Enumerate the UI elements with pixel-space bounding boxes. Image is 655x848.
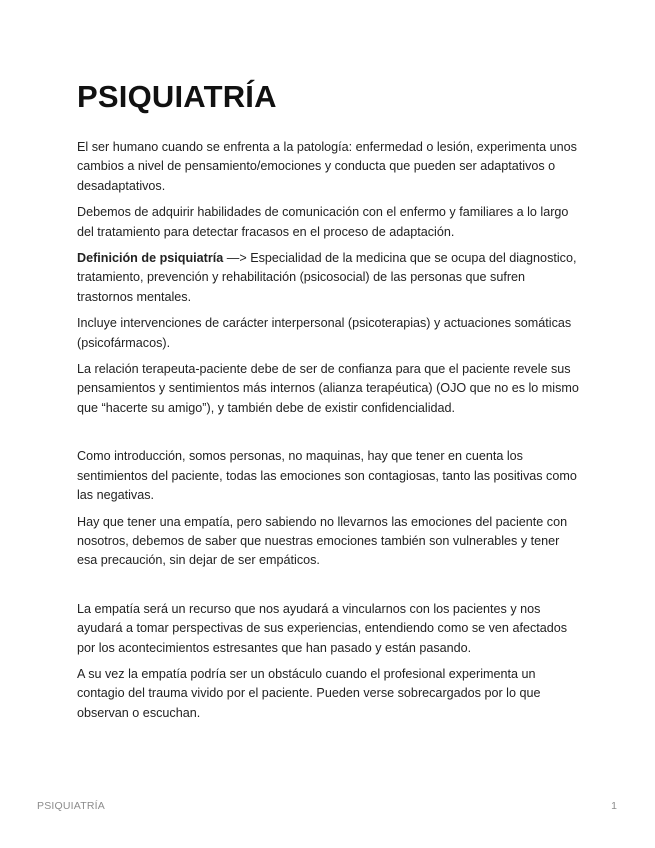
definition-term: Definición de psiquiatría — [77, 251, 224, 266]
section-spacer — [77, 425, 581, 447]
paragraph-empathy-resource: La empatía será un recurso que nos ayudará a vincularnos con los pacientes y nos ayudará a tomar perspectivas de sus experiencias, entendiendo como se ven afectados por los acontecimientos estresantes que han pasado y están pasando. — [77, 601, 568, 655]
footer-running-title: PSIQUIATRÍA — [37, 800, 105, 812]
footer-page-number: 1 — [611, 800, 617, 812]
paragraph-intro: El ser humano cuando se enfrenta a la patología: enfermedad o lesión, experimenta unos cambios a nivel de pensamiento/emociones y conducta que pueden ser adaptativos o desadaptativos. — [77, 140, 577, 193]
definition-text: Especialidad de la medicina que se ocupa del diagnostico, tratamiento, prevención y rehabilitación (psicosocial) de las personas que sufren trastornos mentales. — [77, 251, 577, 304]
paragraph-empathy-obstacle: A su vez la empatía podría ser un obstáculo cuando el profesional experimenta un contagio del trauma vivido por el paciente. Pueden verse sobrecargados por lo que observan o escuchan. — [77, 666, 541, 720]
section-spacer — [77, 578, 581, 600]
definition-arrow: —> — [223, 251, 251, 266]
paragraph-introduction: Como introducción, somos personas, no maquinas, hay que tener en cuenta los sentimientos del paciente, todas las emociones son contagiosas, tanto las positivas como las negativas. — [77, 449, 577, 503]
page-title: PSIQUIATRÍA — [77, 79, 277, 114]
paragraph-communication: Debemos de adquirir habilidades de comunicación con el enfermo y familiares a lo largo del tratamiento para detectar fracasos en el proceso de adaptación. — [77, 205, 569, 239]
document-body — [77, 138, 581, 730]
paragraph-empathy-limits: Hay que tener una empatía, pero sabiendo no llevarnos las emociones del paciente con nosotros, debemos de saber que nuestras emociones también son vulnerables y tener esa precaución, sin dejar de ser empáticos. — [77, 514, 568, 568]
paragraph-definition — [77, 249, 581, 307]
paragraph-therapeutic-relationship: La relación terapeuta-paciente debe de ser de confianza para que el paciente revele sus pensamientos y sentimientos más internos (alianza terapéutica) (OJO que no es lo mismo que “hacerte su amigo”), y también debe de existir confidencialidad. — [77, 362, 579, 415]
paragraph-interventions: Incluye intervenciones de carácter interpersonal (psicoterapias) y actuaciones somáticas (psicofármacos). — [77, 316, 572, 350]
